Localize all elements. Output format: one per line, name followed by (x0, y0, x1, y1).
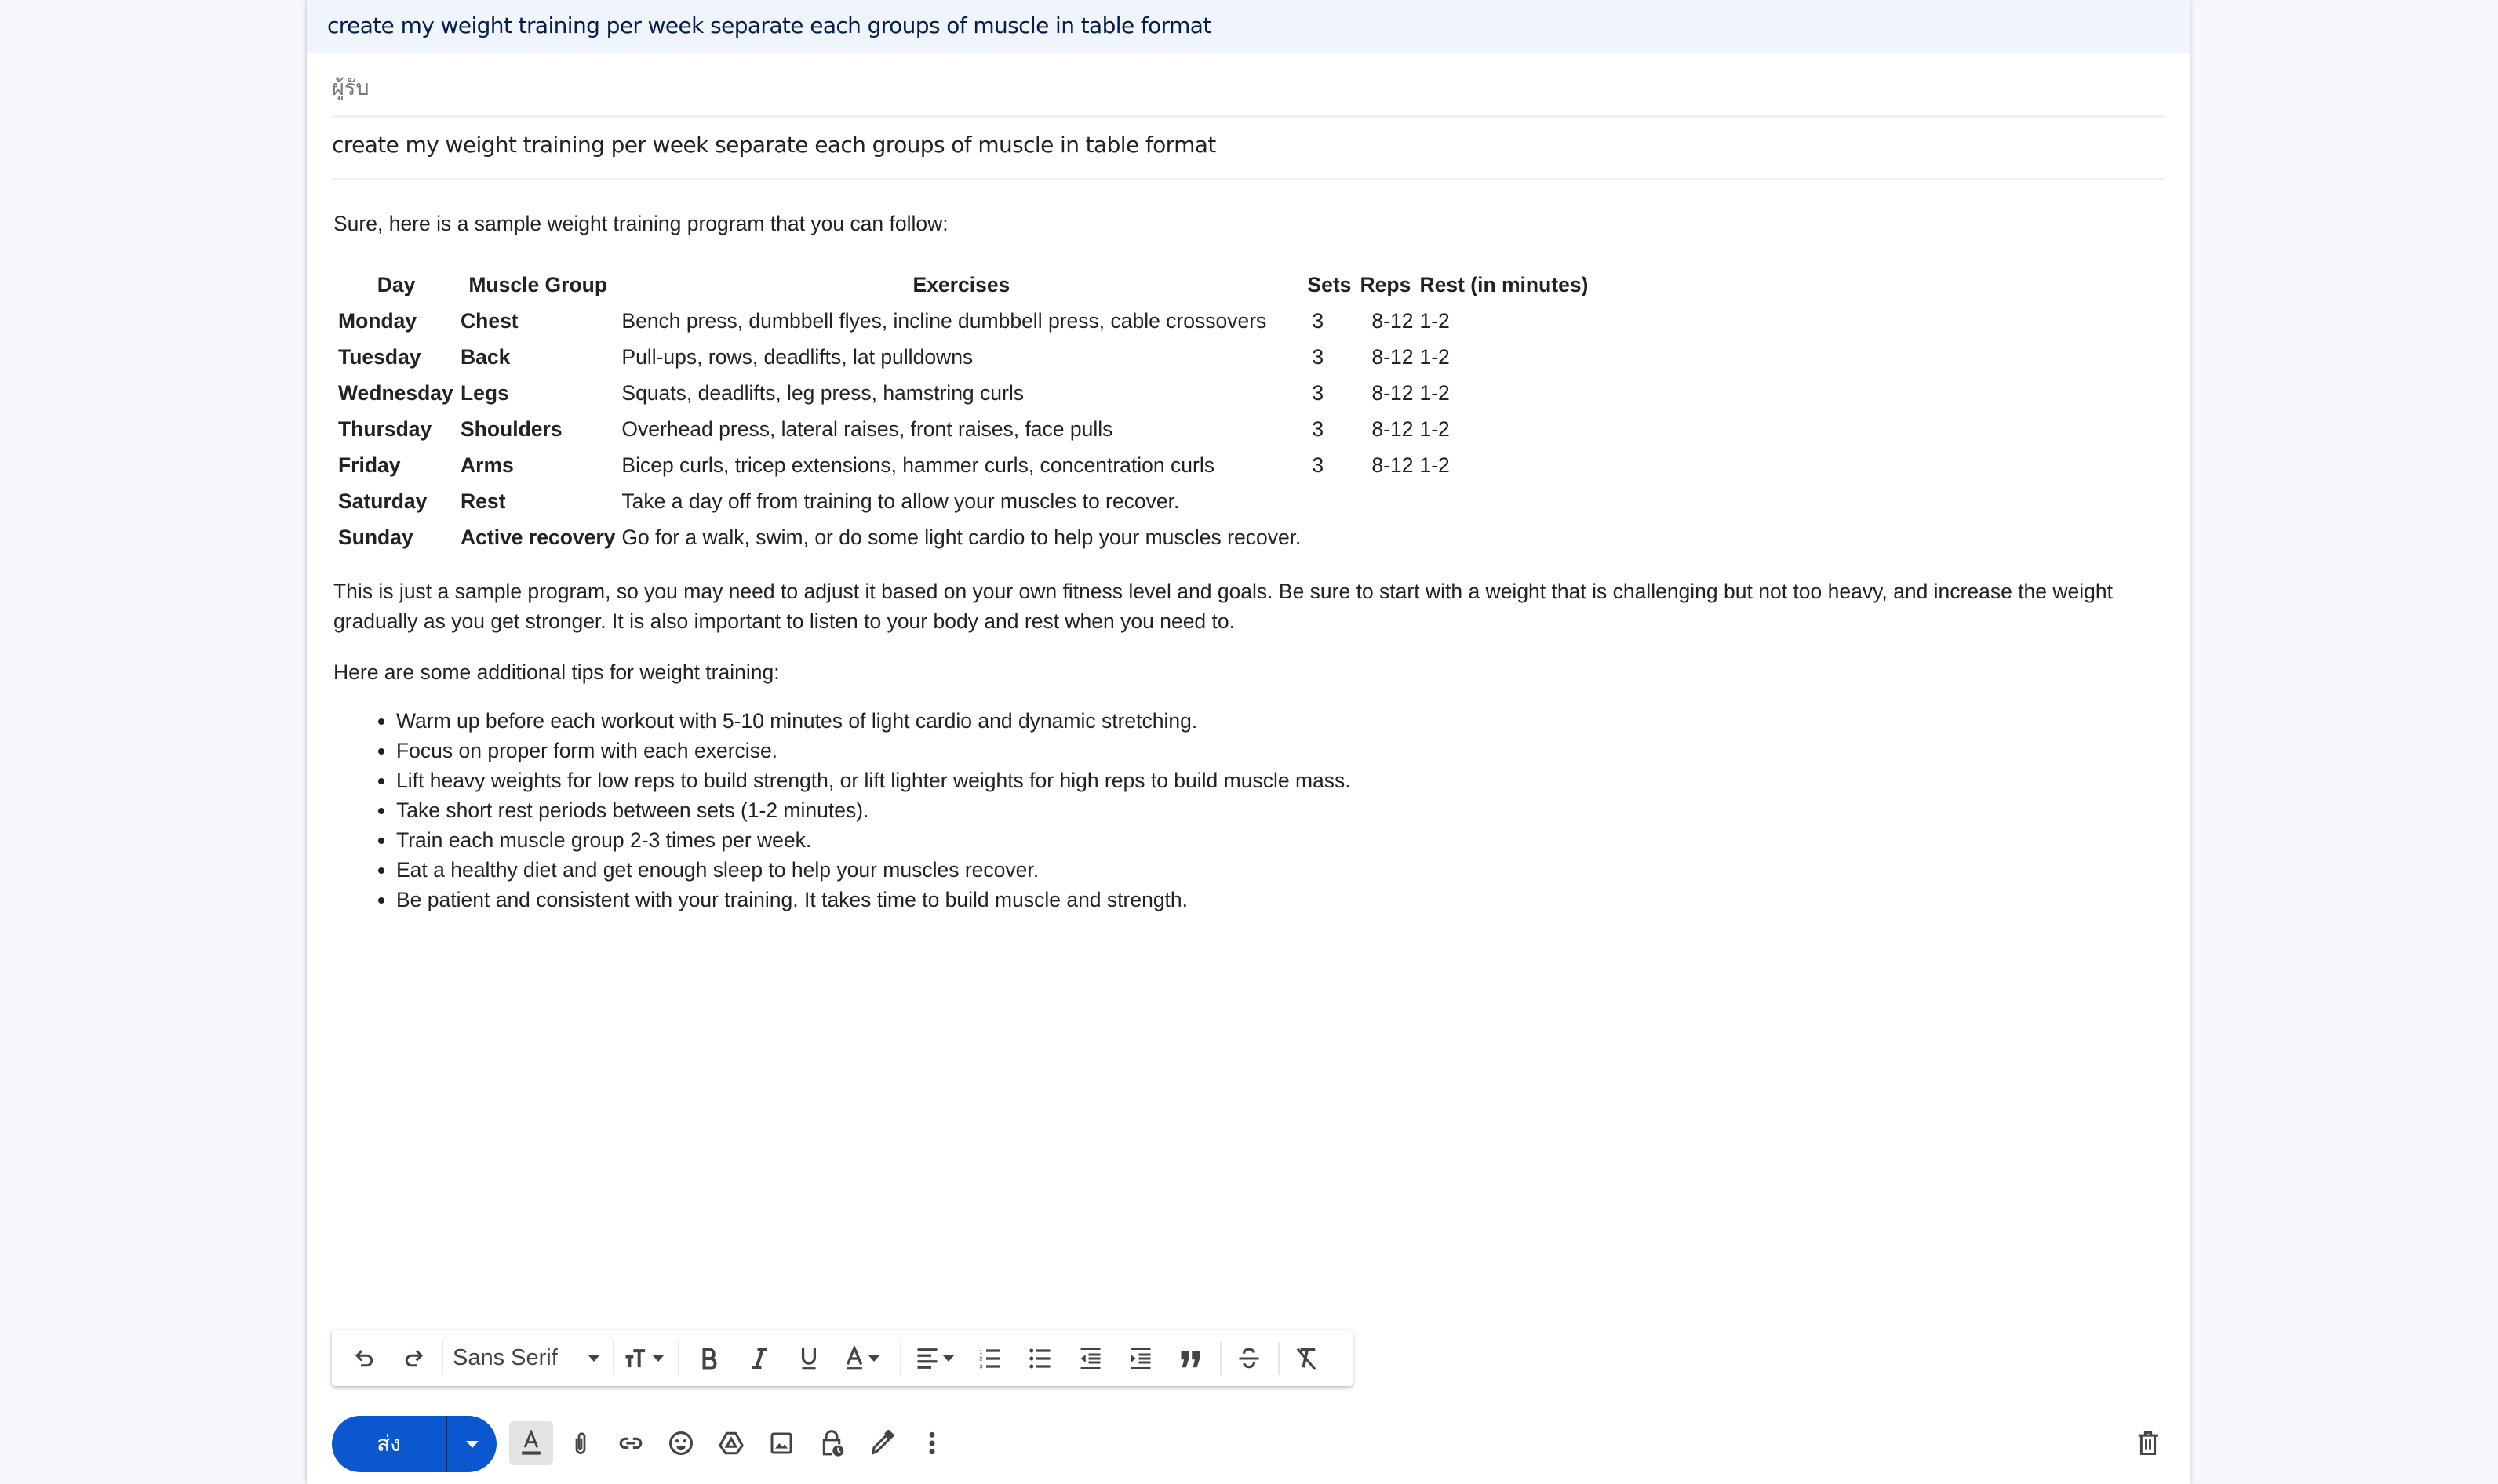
cell-reps: 8-12 (1371, 453, 1414, 477)
drive-icon (718, 1430, 745, 1457)
table-row (335, 483, 1591, 519)
cell-day: Wednesday (338, 381, 453, 405)
bulleted-list-button[interactable] (1019, 1330, 1061, 1386)
svg-text:1: 1 (979, 1348, 983, 1355)
attach-icon (569, 1430, 592, 1457)
italic-button[interactable] (738, 1330, 781, 1386)
cell-muscle-group: Legs (461, 381, 509, 405)
cell-day: Tuesday (338, 345, 421, 369)
insert-link-button[interactable] (609, 1421, 653, 1465)
text-color-icon (844, 1346, 865, 1371)
cell-sets (1304, 483, 1354, 519)
cell-exercises: Pull-ups, rows, deadlifts, lat pulldowns (621, 345, 974, 369)
cell-reps: 8-12 (1371, 381, 1414, 405)
send-options-button[interactable] (447, 1416, 497, 1472)
tips-heading: Here are some additional tips for weight training: (333, 660, 780, 684)
compose-header[interactable] (307, 0, 2190, 53)
font-family-select[interactable] (450, 1330, 603, 1386)
strikethrough-icon (1237, 1347, 1261, 1370)
cell-sets: 3 (1312, 345, 1324, 369)
indent-less-icon (1079, 1347, 1102, 1370)
cell-rest (1416, 519, 1591, 555)
indent-less-button[interactable] (1069, 1330, 1112, 1386)
bold-icon (700, 1347, 720, 1370)
bulleted-list-icon (1029, 1347, 1052, 1370)
header-exercises: Exercises (912, 273, 1010, 296)
cell-day: Monday (338, 309, 417, 333)
header-muscle-group: Muscle Group (468, 273, 608, 296)
toolbar-divider (1278, 1342, 1280, 1375)
remove-formatting-button[interactable] (1285, 1330, 1327, 1386)
toolbar-divider (900, 1342, 901, 1375)
insert-emoji-button[interactable] (659, 1421, 703, 1465)
compose-title: create my weight training per week separate each groups of muscle in table format (327, 13, 1211, 38)
table-row (335, 303, 1591, 339)
cell-sets: 3 (1312, 453, 1324, 477)
header-day: Day (377, 273, 416, 296)
cell-exercises: Take a day off from training to allow your muscles to recover. (621, 489, 1180, 513)
recipients-label: ผู้รับ (332, 76, 370, 100)
table-row (335, 375, 1591, 411)
list-item: • Lift heavy weights for low reps to build strength, or lift lighter weights for high reps to build muscle mass. (396, 766, 1351, 795)
underline-button[interactable] (788, 1330, 830, 1386)
cell-reps (1354, 483, 1416, 519)
header-rest: Rest (in minutes) (1419, 273, 1589, 296)
table-row (335, 411, 1591, 447)
toolbar-divider (1220, 1342, 1222, 1375)
cell-reps (1354, 519, 1416, 555)
subject-value: create my weight training per week separate each groups of muscle in table format (332, 132, 1216, 158)
text-color-button[interactable] (834, 1330, 890, 1386)
font-family-value: Sans Serif (453, 1345, 558, 1370)
numbered-list-icon (978, 1347, 1002, 1370)
header-reps: Reps (1360, 273, 1411, 296)
cell-exercises: Go for a walk, swim, or do some light cardio to help your muscles recover. (621, 526, 1302, 549)
advice-paragraph: This is just a sample program, so you may need to adjust it based on your own fitness level and goals. Be sure to start with a weight that is challenging but not too heavy, and increase the weight gradually as you get stronger. It is also important to listen to your body and rest when you need to. (333, 580, 2114, 633)
intro-text: Sure, here is a sample weight training program that you can follow: (333, 212, 949, 235)
cell-day: Sunday (338, 526, 413, 549)
insert-drive-button[interactable] (709, 1421, 753, 1465)
remove-formatting-icon (1295, 1347, 1318, 1370)
cell-rest: 1-2 (1419, 345, 1450, 369)
cell-day: Friday (338, 453, 401, 477)
strikethrough-button[interactable] (1228, 1330, 1270, 1386)
list-item: • Eat a healthy diet and get enough sleep to help your muscles recover. (396, 855, 1351, 885)
send-button-group (332, 1416, 497, 1472)
subject-field[interactable] (332, 118, 2165, 180)
indent-more-button[interactable] (1120, 1330, 1162, 1386)
align-icon (916, 1347, 939, 1370)
photo-icon (769, 1431, 794, 1456)
list-item: • Warm up before each workout with 5-10 minutes of light cardio and dynamic stretching. (396, 706, 1351, 736)
quote-icon (1179, 1347, 1203, 1370)
chevron-down-icon (588, 1355, 600, 1362)
more-options-button[interactable] (910, 1421, 954, 1465)
svg-text:3: 3 (979, 1362, 983, 1369)
list-item: • Be patient and consistent with your training. It takes time to build muscle and strength. (396, 885, 1351, 915)
trash-icon (2137, 1431, 2159, 1456)
cell-reps: 8-12 (1371, 345, 1414, 369)
table-row (335, 519, 1591, 555)
cell-exercises: Bench press, dumbbell flyes, incline dumbbell press, cable crossovers (621, 309, 1267, 333)
list-item: • Train each muscle group 2-3 times per week. (396, 825, 1351, 855)
chevron-down-icon (466, 1441, 479, 1448)
bold-button[interactable] (689, 1330, 731, 1386)
training-table (335, 267, 1591, 555)
link-icon (617, 1430, 644, 1457)
formatting-toolbar (332, 1330, 1353, 1386)
attach-button[interactable] (559, 1421, 603, 1465)
align-button[interactable] (908, 1330, 963, 1386)
cell-muscle-group: Active recovery (461, 526, 616, 549)
indent-more-icon (1129, 1347, 1153, 1370)
cell-sets (1304, 519, 1354, 555)
cell-exercises: Squats, deadlifts, leg press, hamstring curls (621, 381, 1024, 405)
list-item: • Focus on proper form with each exercise. (396, 736, 1351, 766)
confidential-mode-button[interactable] (810, 1421, 854, 1465)
cell-muscle-group: Back (461, 345, 511, 369)
toolbar-divider (442, 1342, 443, 1375)
undo-icon (353, 1347, 377, 1370)
formatting-options-button[interactable] (509, 1421, 553, 1465)
text-size-icon (624, 1347, 649, 1370)
table-row (335, 447, 1591, 483)
signature-icon (868, 1430, 895, 1457)
insert-signature-button[interactable] (860, 1421, 904, 1465)
recipients-field[interactable] (332, 53, 2165, 118)
cell-reps: 8-12 (1371, 417, 1414, 441)
cell-day: Saturday (338, 489, 428, 513)
cell-muscle-group: Shoulders (461, 417, 563, 441)
cell-muscle-group: Chest (461, 309, 519, 333)
underline-icon (799, 1346, 819, 1371)
cell-rest: 1-2 (1419, 309, 1450, 333)
cell-exercises: Bicep curls, tricep extensions, hammer curls, concentration curls (621, 453, 1214, 477)
chevron-down-icon (942, 1355, 955, 1362)
undo-button[interactable] (348, 1330, 382, 1386)
numbered-list-button[interactable] (969, 1330, 1011, 1386)
cell-reps: 8-12 (1371, 309, 1414, 333)
cell-rest (1416, 483, 1591, 519)
text-size-button[interactable] (619, 1330, 669, 1386)
cell-day: Thursday (338, 417, 432, 441)
list-item: • Take short rest periods between sets (1-2 minutes). (396, 795, 1351, 825)
chevron-down-icon (868, 1355, 880, 1362)
svg-text:2: 2 (979, 1355, 983, 1362)
formatting-options-icon (519, 1430, 544, 1457)
cell-rest: 1-2 (1419, 381, 1450, 405)
toolbar-divider (678, 1342, 679, 1375)
compose-window (307, 0, 2190, 1484)
cell-sets: 3 (1312, 309, 1324, 333)
cell-muscle-group: Arms (461, 453, 514, 477)
send-button[interactable]: ส่ง (377, 1431, 401, 1457)
table-header-row (335, 267, 1591, 303)
cell-sets: 3 (1312, 381, 1324, 405)
insert-photo-button[interactable] (759, 1421, 803, 1465)
tips-list (333, 706, 1351, 915)
confidential-icon (818, 1429, 845, 1457)
chevron-down-icon (652, 1355, 665, 1362)
redo-icon (402, 1347, 425, 1370)
cell-sets: 3 (1312, 417, 1324, 441)
italic-icon (749, 1347, 770, 1370)
emoji-icon (668, 1430, 694, 1457)
header-sets: Sets (1307, 273, 1352, 296)
cell-muscle-group: Rest (461, 489, 506, 513)
toolbar-divider (613, 1342, 614, 1375)
quote-button[interactable] (1170, 1330, 1212, 1386)
redo-button[interactable] (396, 1330, 431, 1386)
table-row (335, 339, 1591, 375)
cell-rest: 1-2 (1419, 417, 1450, 441)
cell-rest: 1-2 (1419, 453, 1450, 477)
discard-draft-button[interactable] (2126, 1421, 2170, 1465)
cell-exercises: Overhead press, lateral raises, front raises, face pulls (621, 417, 1113, 441)
more-options-icon (927, 1431, 937, 1456)
